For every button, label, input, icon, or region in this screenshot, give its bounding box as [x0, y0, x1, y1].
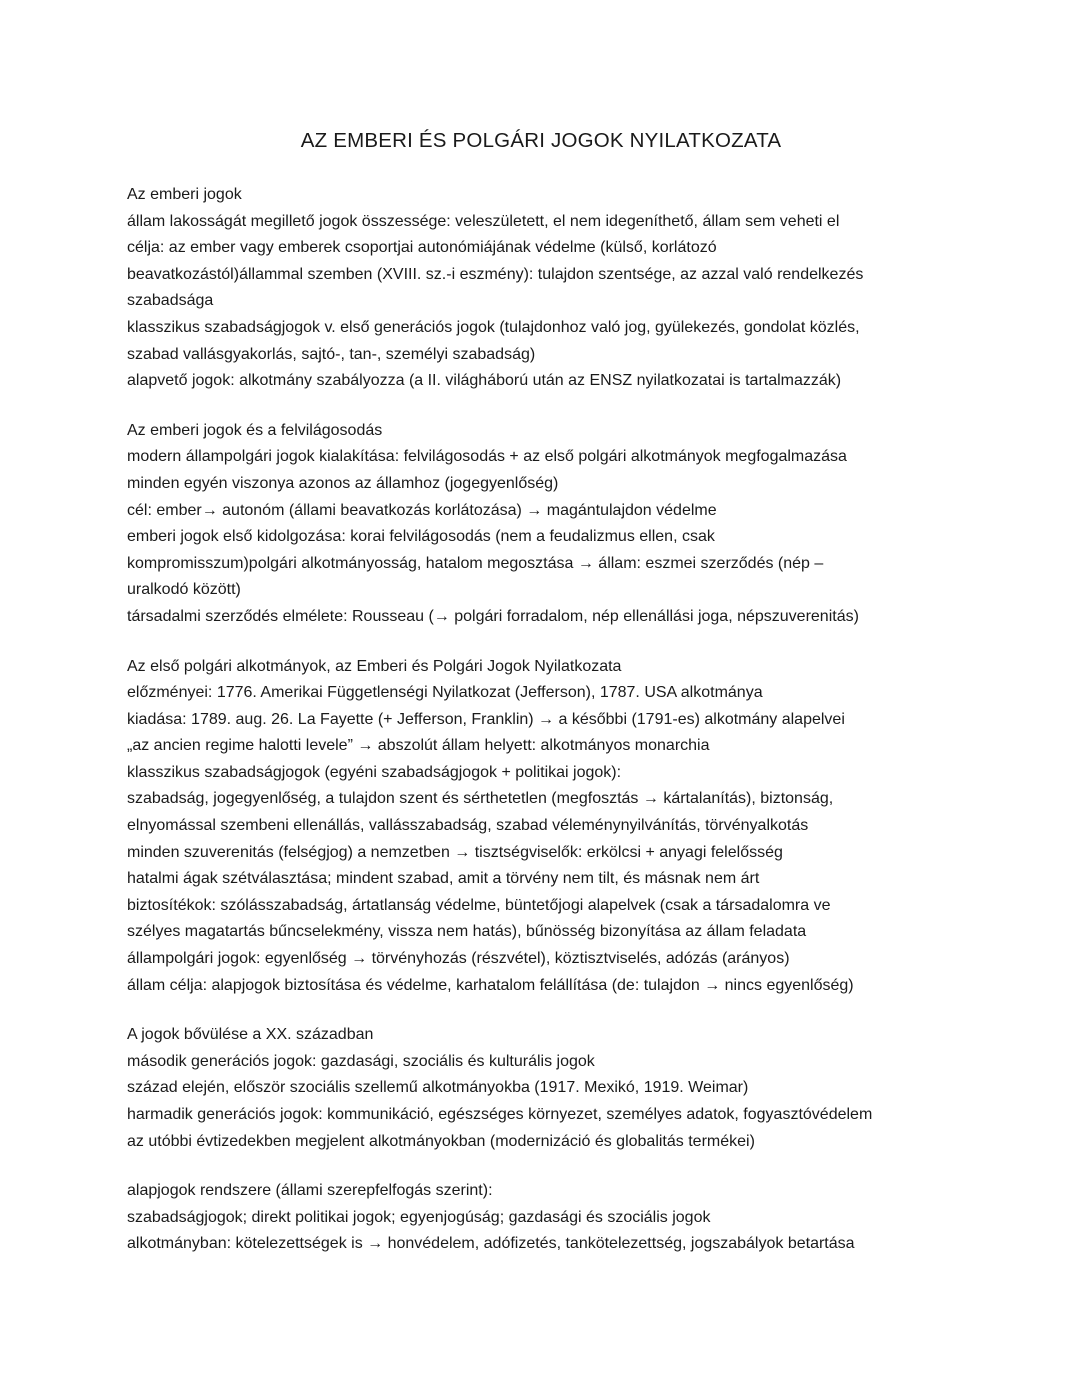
text-line: minden szuverenitás (felségjog) a nemzetben → tisztségviselők: erkölcsi + anyagi felelősség — [127, 843, 783, 861]
text-line: az utóbbi évtizedekben megjelent alkotmányokban (modernizáció és globalitás termékei) — [127, 1132, 755, 1150]
section-heading-line: Az emberi jogok és a felvilágosodás — [127, 421, 383, 439]
text-line: szabadság, jogegyenlőség, a tulajdon szent és sérthetetlen (megfosztás → kártalanítás), biztonság, — [127, 790, 834, 808]
text-line: biztosítékok: szólásszabadság, ártatlanság védelme, büntetőjogi alapelvek (csak a társadalomra ve — [127, 896, 831, 914]
text-line: alapvető jogok: alkotmány szabályozza (a II. világháború után az ENSZ nyilatkozatai is tartalmazzák) — [127, 372, 842, 390]
text-line: klasszikus szabadságjogok (egyéni szabadságjogok + politikai jogok): — [127, 763, 622, 781]
text-line: állampolgári jogok: egyenlőség → törvényhozás (részvétel), köztisztviselés, adózás (arányos) — [127, 950, 790, 968]
text-line: állam célja: alapjogok biztosítása és védelme, karhatalom felállítása (de: tulajdon → nincs egyenlőség) — [127, 976, 854, 994]
page-title: AZ EMBERI ÉS POLGÁRI JOGOK NYILATKOZATA — [300, 129, 782, 152]
paragraph — [127, 1022, 955, 1155]
text-line: szabadsága — [127, 292, 214, 310]
text-line: emberi jogok első kidolgozása: korai felvilágosodás (nem a feudalizmus ellen, csak — [127, 528, 715, 546]
text-line: szabad vallásgyakorlás, sajtó-, tan-, személyi szabadság) — [127, 345, 536, 363]
text-line: „az ancien regime halotti levele” → abszolút állam helyett: alkotmányos monarchia — [127, 737, 710, 755]
text-line: célja: az ember vagy emberek csoportjai autonómiájának védelme (külső, korlátozó — [127, 239, 717, 257]
text-line: állam lakosságát megillető jogok összessége: veleszületett, el nem idegeníthető, állam sem veheti el — [127, 212, 840, 230]
paragraph — [127, 182, 955, 395]
text-line: harmadik generációs jogok: kommunikáció, egészséges környezet, személyes adatok, fogyasztóvédelem — [127, 1106, 873, 1123]
text-line: század elején, először szociális szellemű alkotmányokba (1917. Mexikó, 1919. Weimar) — [127, 1079, 749, 1097]
text-line: kompromisszum)polgári alkotmányosság, hatalom megosztása → állam: eszmei szerződés (nép – — [127, 554, 824, 572]
section-heading-line: Az első polgári alkotmányok, az Emberi és Polgári Jogok Nyilatkozata — [127, 657, 622, 675]
text-line: alkotmányban: kötelezettségek is → honvédelem, adófizetés, tankötelezettség, jogszabályok betartása — [127, 1235, 855, 1253]
section-heading-line: Az emberi jogok — [127, 186, 242, 203]
text-line: modern állampolgári jogok kialakítása: felvilágosodás + az első polgári alkotmányok megfogalmazása — [127, 448, 847, 466]
paragraph — [127, 1178, 955, 1258]
text-line: előzményei: 1776. Amerikai Függetlenségi Nyilatkozat (Jefferson), 1787. USA alkotmánya — [127, 684, 763, 702]
paragraph — [127, 654, 955, 1000]
text-line: szabadságjogok; direkt politikai jogok; egyenjogúság; gazdasági és szociális jogok — [127, 1208, 711, 1226]
document-body — [127, 182, 955, 1258]
section-heading-line: A jogok bővülése a XX. században — [127, 1026, 374, 1044]
text-line: minden egyén viszonya azonos az államhoz (jogegyenlőség) — [127, 474, 559, 492]
text-line: elnyomással szembeni ellenállás, vallásszabadság, szabad véleménynyilvánítás, törvényalkotás — [127, 817, 809, 835]
text-line: társadalmi szerződés elmélete: Rousseau (→ polgári forradalom, nép ellenállási joga, népszuverenitás) — [127, 607, 859, 625]
section-heading-line: alapjogok rendszere (állami szerepfelfogás szerint): — [127, 1182, 493, 1200]
text-line: cél: ember→ autonóm (állami beavatkozás korlátozása) → magántulajdon védelme — [127, 501, 717, 519]
text-line: beavatkozástól)állammal szemben (XVIII. sz.-i eszmény): tulajdon szentsége, az azzal való rendelkezés — [127, 265, 864, 283]
paragraph — [127, 418, 955, 631]
text-line: második generációs jogok: gazdasági, szociális és kulturális jogok — [127, 1052, 595, 1070]
text-line: szélyes magatartás bűncselekmény, vissza nem hatás), bűnösség bizonyítása az állam feladata — [127, 923, 807, 941]
text-line: uralkodó között) — [127, 581, 241, 599]
text-line: klasszikus szabadságjogok v. első generációs jogok (tulajdonhoz való jog, gyülekezés, gondolat közlés, — [127, 318, 860, 336]
text-line: kiadása: 1789. aug. 26. La Fayette (+ Jefferson, Franklin) → a későbbi (1791-es) alkotmány alapelvei — [127, 710, 845, 728]
text-line: hatalmi ágak szétválasztása; mindent szabad, amit a törvény nem tilt, és másnak nem árt — [127, 870, 760, 888]
